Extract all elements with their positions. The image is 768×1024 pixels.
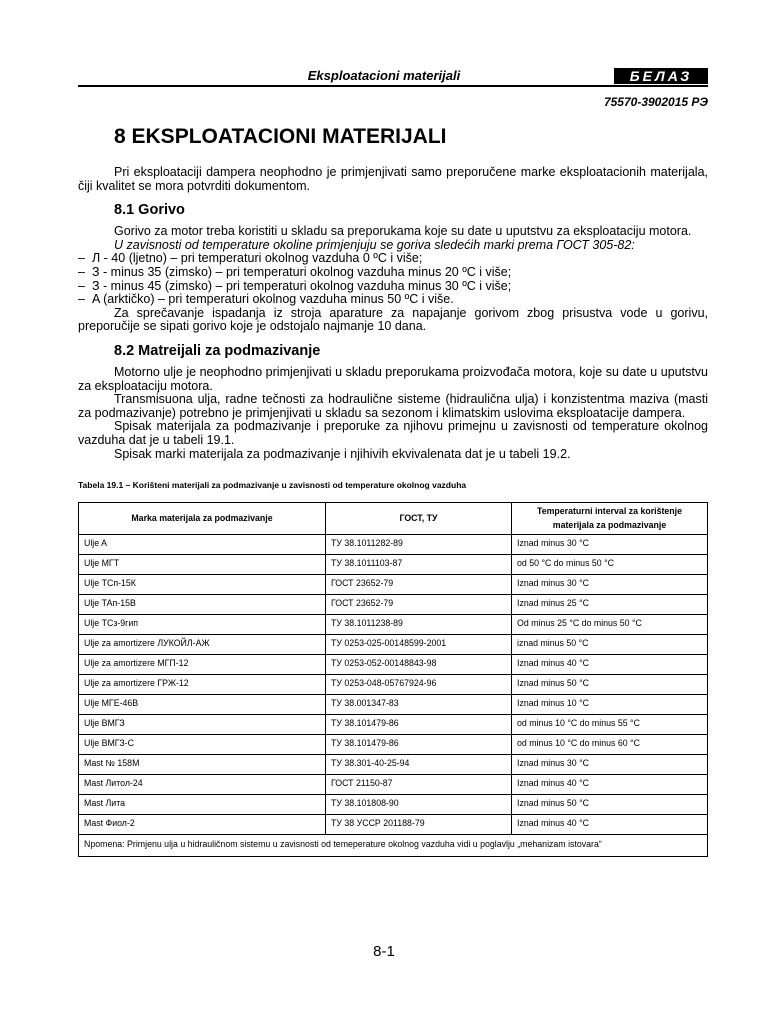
cell-gost: ТУ 0253-025-00148599-2001 (326, 634, 512, 654)
column-header-gost: ГОСТ, ТУ (326, 502, 512, 534)
cell-temperature: od minus 10 °C do minus 55 °C (512, 714, 708, 734)
column-header-brand: Marka materijala za podmazivanje (79, 502, 326, 534)
belaz-logo-text: БЕЛАЗ (629, 68, 693, 84)
cell-brand: Ulje МГЕ-46В (79, 694, 326, 714)
cell-temperature: Iznad minus 40 °C (512, 814, 708, 834)
table-row (79, 734, 708, 754)
header-rule (78, 85, 708, 87)
cell-temperature: od 50 °C do minus 50 °C (512, 554, 708, 574)
cell-gost: ТУ 0253-052-00148843-98 (326, 654, 512, 674)
cell-temperature: Iznad minus 30 °C (512, 574, 708, 594)
intro-paragraph: Pri eksploataciji dampera neophodno je primjenjivati samo preporučene marke eksploatacionih materijala, čiji kvalitet se mora potvrditi dokumentom. (78, 165, 708, 193)
table-row (79, 714, 708, 734)
cell-gost: ГОСТ 21150-87 (326, 774, 512, 794)
table-row (79, 554, 708, 574)
table-note: Npomena: Primjenu ulja u hidrauličnom sistemu u zavisnosti od temeperature okolnog vazduha vidi u poglavlju „mehanizam istovara“ (79, 834, 708, 856)
cell-temperature: Iznad minus 50 °C (512, 794, 708, 814)
cell-temperature: Iznad minus 50 °C (512, 674, 708, 694)
cell-gost: ТУ 38.101808-90 (326, 794, 512, 814)
gorivo-paragraph-2: U zavisnosti od temperature okoline primjenjuju se goriva sledećih marki prema ГОСТ 305-82: (114, 237, 635, 252)
cell-brand: Mast Лита (79, 794, 326, 814)
cell-gost: ТУ 38.1011238-89 (326, 614, 512, 634)
cell-temperature: Iznad minus 10 °C (512, 694, 708, 714)
cell-temperature: Iznad minus 30 °C (512, 754, 708, 774)
cell-brand: Ulje za amortizere ГРЖ-12 (79, 674, 326, 694)
fuel-grade-list (78, 252, 708, 306)
cell-gost: ТУ 38.1011282-89 (326, 534, 512, 554)
section-title-podmazivanje: 8.2 Matreijali za podmazivanje (114, 342, 321, 359)
cell-gost: ТУ 38.1011103-87 (326, 554, 512, 574)
table-row (79, 694, 708, 714)
cell-brand: Ulje A (79, 534, 326, 554)
section-title-gorivo: 8.1 Gorivo (114, 202, 185, 219)
list-item: – Л - 40 (ljetno) – pri temperaturi okolnog vazduha 0 ºC i više; (78, 252, 708, 266)
list-item: – З - minus 35 (zimsko) – pri temperaturi okolnog vazduha minus 20 ºC i više; (78, 266, 708, 280)
cell-brand: Ulje za amortizere МГП-12 (79, 654, 326, 674)
table-row (79, 654, 708, 674)
cell-gost: ГОСТ 23652-79 (326, 594, 512, 614)
cell-brand: Ulje ТСп-15К (79, 574, 326, 594)
table-note-row (79, 834, 708, 856)
table-header-row (79, 502, 708, 534)
cell-brand: Ulje ТСз-9гип (79, 614, 326, 634)
cell-gost: ТУ 38.301-40-25-94 (326, 754, 512, 774)
cell-gost: ТУ 38.001347-83 (326, 694, 512, 714)
cell-gost: ТУ 38.101479-86 (326, 714, 512, 734)
table-row (79, 754, 708, 774)
cell-temperature: Iznad minus 25 °C (512, 594, 708, 614)
list-item: – A (arktičko) – pri temperaturi okolnog vazduha minus 50 ºC i više. (78, 293, 708, 307)
cell-brand: Ulje МГТ (79, 554, 326, 574)
cell-brand: Ulje za amortizere ЛУКОЙЛ-АЖ (79, 634, 326, 654)
cell-gost: ТУ 0253-048-05767924-96 (326, 674, 512, 694)
cell-temperature: Iznad minus 40 °C (512, 774, 708, 794)
belaz-logo (614, 68, 708, 84)
gorivo-paragraph-3: Za sprečavanje ispadanja iz stroja aparature za napajanje gorivom zbog prisustva vode u gorivu, preporučije se sipati gorivo koje je odstojalo najmanje 10 dana. (78, 305, 708, 334)
cell-gost: ГОСТ 23652-79 (326, 574, 512, 594)
table-row (79, 814, 708, 834)
cell-brand: Ulje ВМГЗ (79, 714, 326, 734)
table-row (79, 634, 708, 654)
list-item: – З - minus 45 (zimsko) – pri temperaturi okolnog vazduha minus 30 ºC i više; (78, 280, 708, 294)
document-code: 75570-3902015 РЭ (603, 95, 708, 109)
cell-temperature: od minus 10 °C do minus 60 °C (512, 734, 708, 754)
cell-brand: Mast Литол-24 (79, 774, 326, 794)
cell-temperature: Iznad minus 40 °C (512, 654, 708, 674)
table-row (79, 534, 708, 554)
table-caption: Tabela 19.1 – Korišteni materijali za podmazivanje u zavisnosti od temperature okolnog vazduha (78, 480, 467, 491)
cell-brand: Mast Фиол-2 (79, 814, 326, 834)
column-header-temperature: Temperaturni interval za korištenje materijala za podmazivanje (512, 502, 708, 534)
cell-gost: ТУ 38 УССР 201188-79 (326, 814, 512, 834)
chapter-title: 8 EKSPLOATACIONI MATERIJALI (114, 125, 447, 148)
cell-temperature: iznad minus 50 °C (512, 634, 708, 654)
podmazivanje-paragraph-3: Spisak materijala za podmazivanje i preporuke za njihovu primejnu u zavisnosti od temperature okolnog vazduha dat je u tabeli 19.1. (78, 419, 708, 447)
running-header-title: Eksploatacioni materijali (307, 68, 461, 83)
table-row (79, 614, 708, 634)
table-row (79, 794, 708, 814)
lubricants-table (78, 502, 708, 857)
podmazivanje-paragraph-1: Motorno ulje je neophodno primjenjivati u skladu preporukama proizvođača motora, koje su date u uputstvu za eksploataciju motora. (78, 364, 708, 393)
table-row (79, 774, 708, 794)
cell-temperature: Iznad minus 30 °C (512, 534, 708, 554)
cell-brand: Ulje ТАп-15В (79, 594, 326, 614)
table-body (79, 534, 708, 856)
table-row (79, 674, 708, 694)
cell-brand: Mast № 158М (79, 754, 326, 774)
page-number: 8-1 (373, 943, 395, 960)
cell-brand: Ulje ВМГЗ-С (79, 734, 326, 754)
cell-temperature: Od minus 25 °C do minus 50 °C (512, 614, 708, 634)
podmazivanje-paragraph-4: Spisak marki materijala za podmazivanje i njihivih ekvivalenata dat je u tabeli 19.2. (114, 446, 571, 461)
page-content (78, 124, 708, 857)
cell-gost: ТУ 38.101479-86 (326, 734, 512, 754)
table-row (79, 574, 708, 594)
gorivo-paragraph-1: Gorivo za motor treba koristiti u skladu sa preporukama koje su date u uputstvu za eksploataciju motora. (114, 224, 692, 239)
podmazivanje-paragraph-2: Transmisuona ulja, radne tečnosti za hodraulične sisteme (hidraulična ulja) i konzistentma maziva (masti za podmazivanje) potrebno je primjenjivati u skladu sa sezonom i klimatskim uslovima eksploatacije dampera. (78, 392, 708, 420)
table-row (79, 594, 708, 614)
